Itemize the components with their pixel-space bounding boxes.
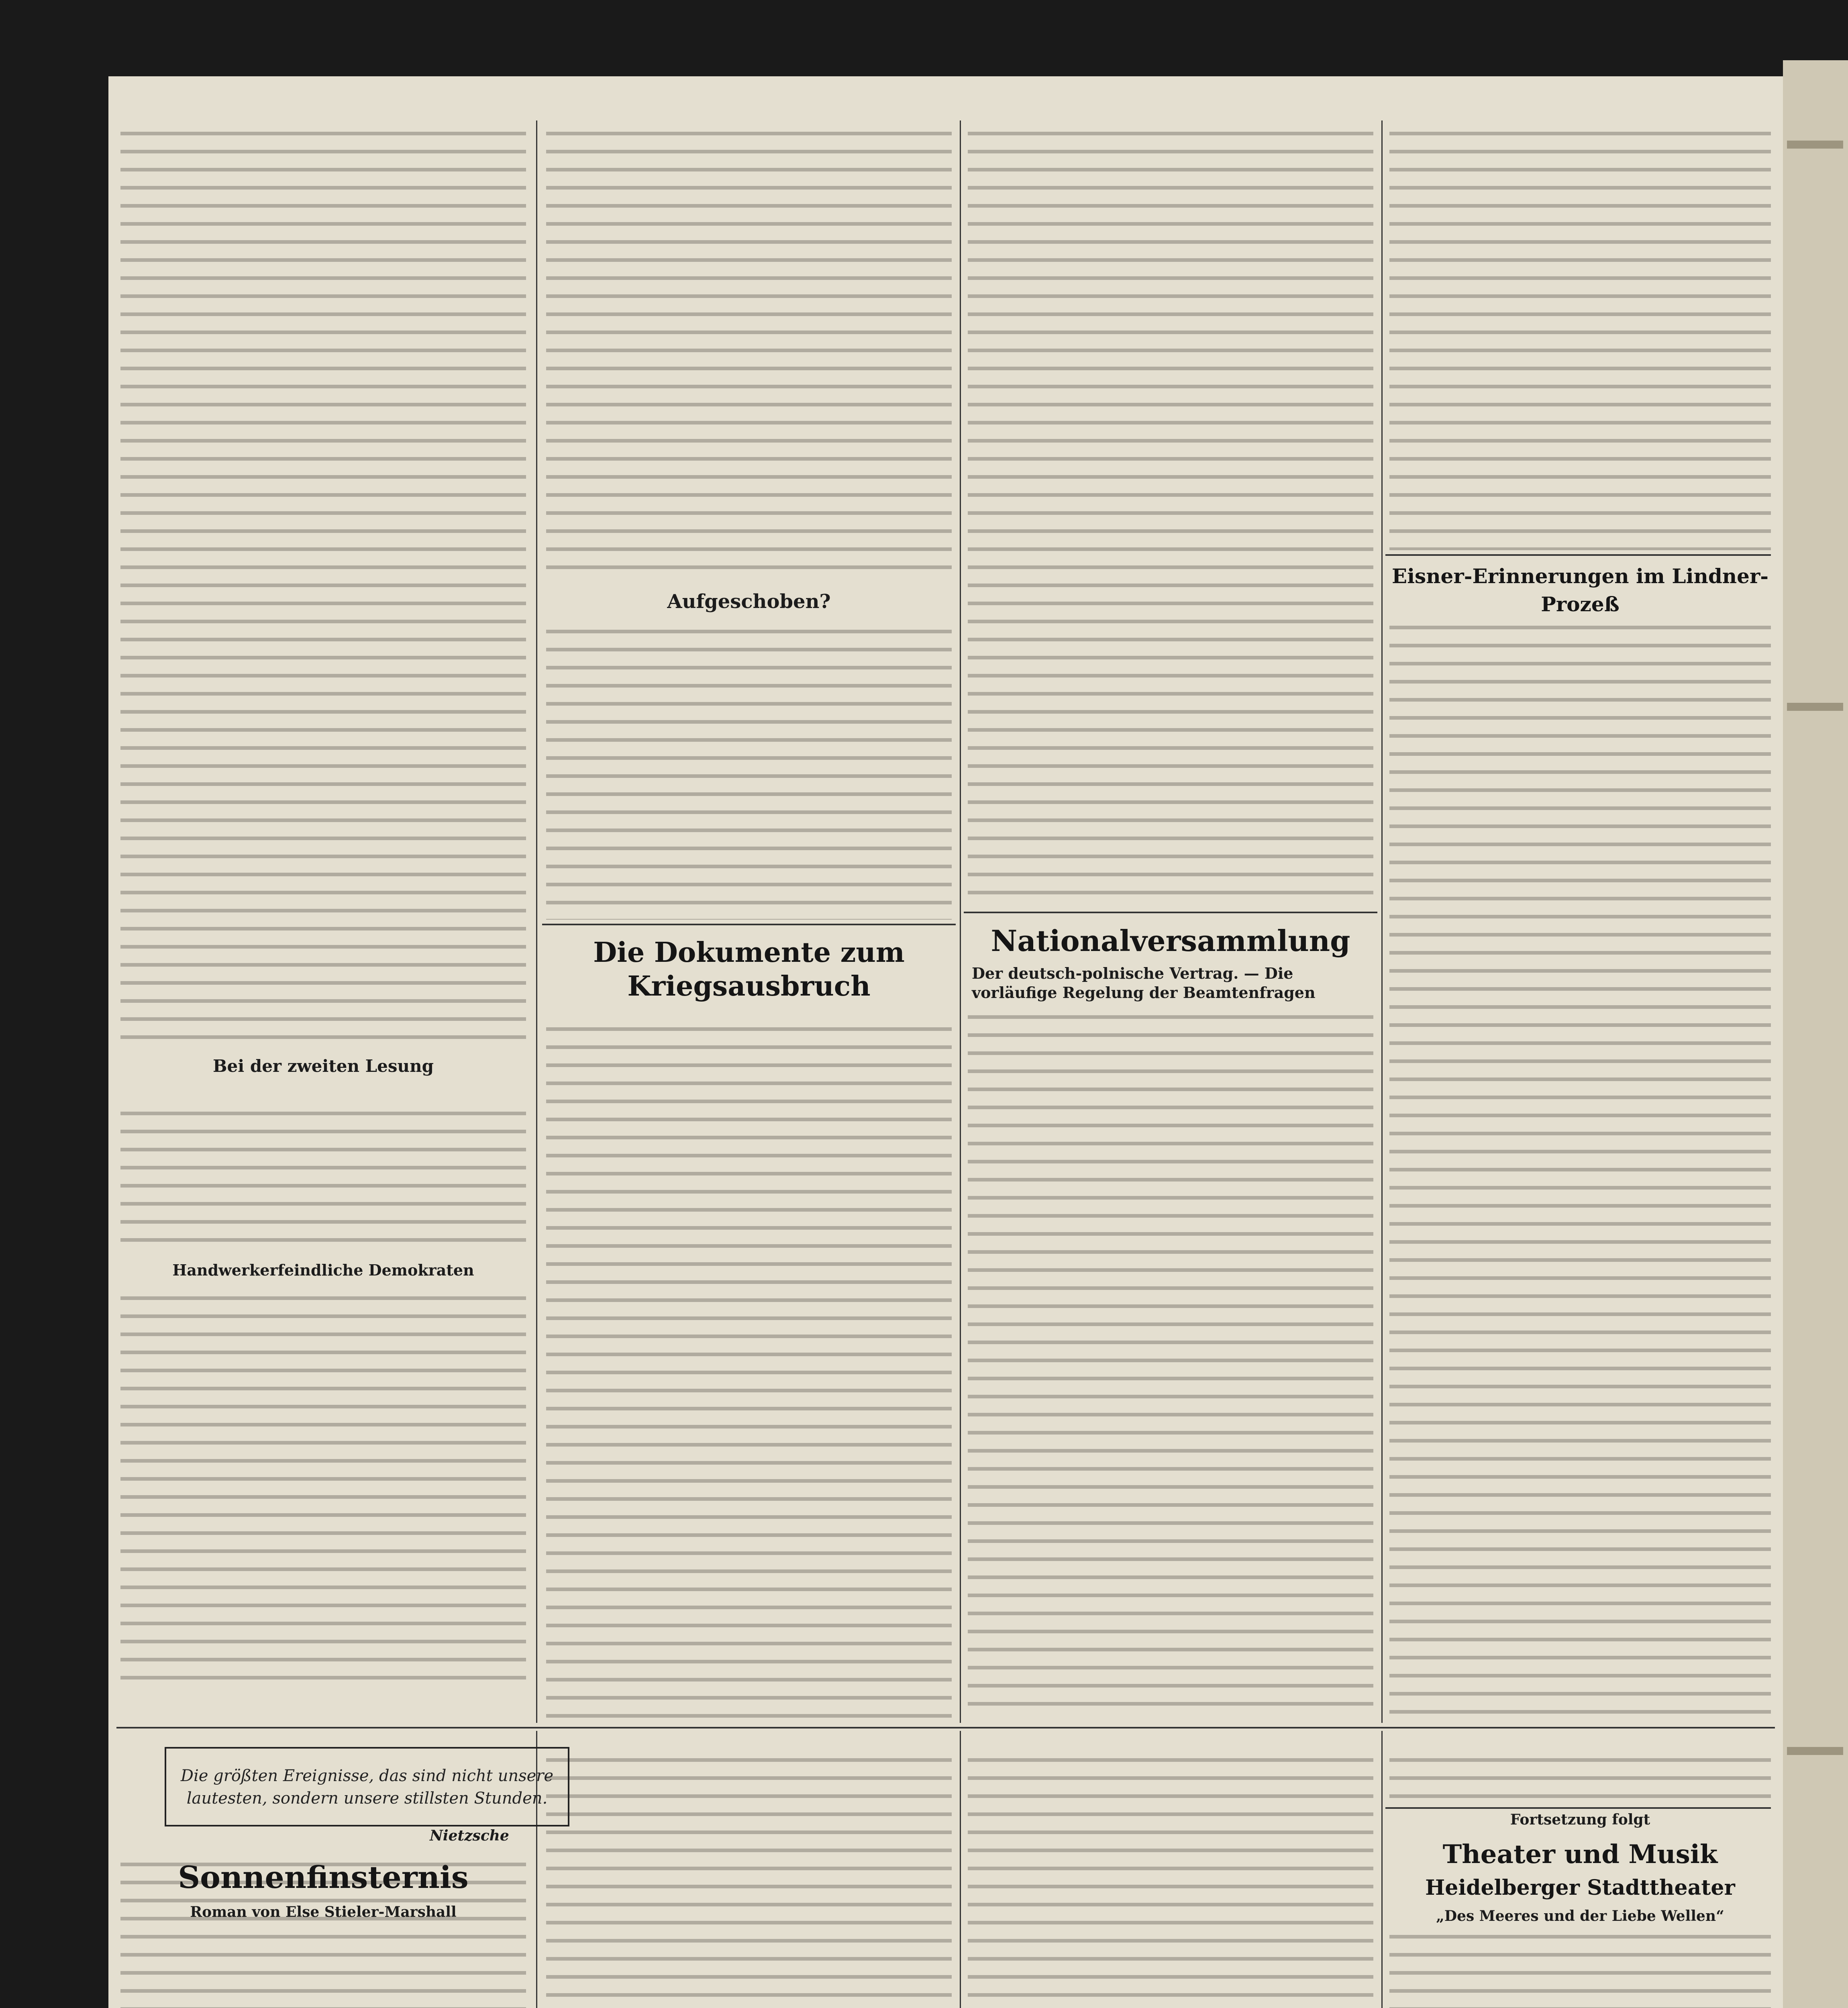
section-rule [542, 924, 956, 925]
subhead-handwerker: Handwerkerfeindliche Demokraten [172, 1261, 474, 1279]
article-text [120, 1104, 526, 1253]
headline-eisner-prozess: Eisner-Erinnerungen im Lindner-Prozeß [1391, 564, 1769, 616]
subhead-vertrag: Der deutsch-polnische Vertrag. — Die vorläufige Regelung der Beamtenfragen [972, 964, 1316, 1002]
subhead-aufgeschoben: Aufgeschoben? [667, 590, 831, 613]
column-rule [1381, 120, 1383, 1723]
article-text [120, 1289, 526, 1691]
article-text [968, 124, 1373, 908]
article-text [1389, 1751, 1771, 1799]
article-text [120, 124, 526, 1040]
epigraph-box [165, 1747, 569, 1826]
epigraph-author: Nietzsche [430, 1827, 509, 1844]
headline-stadttheater: Heidelberger Stadttheater [1425, 1875, 1735, 1900]
epigraph-text: Die größten Ereignisse, das sind nicht unsere lautesten, sondern unsere stillsten Stunden. [180, 1767, 554, 1808]
article-text [968, 1751, 1373, 2008]
feuilleton-rule [116, 1727, 1775, 1728]
article-text [968, 1008, 1373, 1719]
section-rule [1385, 554, 1771, 556]
article-text [1389, 124, 1771, 550]
play-title: „Des Meeres und der Liebe Wellen“ [1436, 1908, 1724, 1924]
novel-author: Roman von Else Stieler-Marshall [190, 1904, 457, 1920]
headline-nationalversammlung: Nationalversammlung [991, 924, 1350, 958]
column-rule [536, 120, 537, 1723]
fortsetzung-note: Fortsetzung folgt [1510, 1811, 1650, 1828]
article-text [546, 1751, 952, 2008]
section-rule [1385, 1807, 1771, 1809]
column-rule [960, 120, 961, 1723]
headline-theater: Theater und Musik [1442, 1839, 1718, 1869]
section-rule [964, 912, 1377, 913]
article-text [1389, 1928, 1771, 2008]
column-rule [960, 1731, 961, 2008]
adjacent-page-edge [1783, 60, 1848, 2008]
article-text [546, 622, 952, 920]
column-rule [1381, 1731, 1383, 2008]
headline-sonnenfinsternis: Sonnenfinsternis [178, 1859, 469, 1895]
article-text [546, 1020, 952, 1719]
headline-dokumente: Die Dokumente zum Kriegsausbruch [593, 937, 905, 1002]
article-text [1389, 618, 1771, 1719]
newspaper-page [108, 76, 1783, 2008]
subhead-zweite-lesung: Bei der zweiten Lesung [213, 1056, 434, 1076]
article-text [546, 124, 952, 582]
